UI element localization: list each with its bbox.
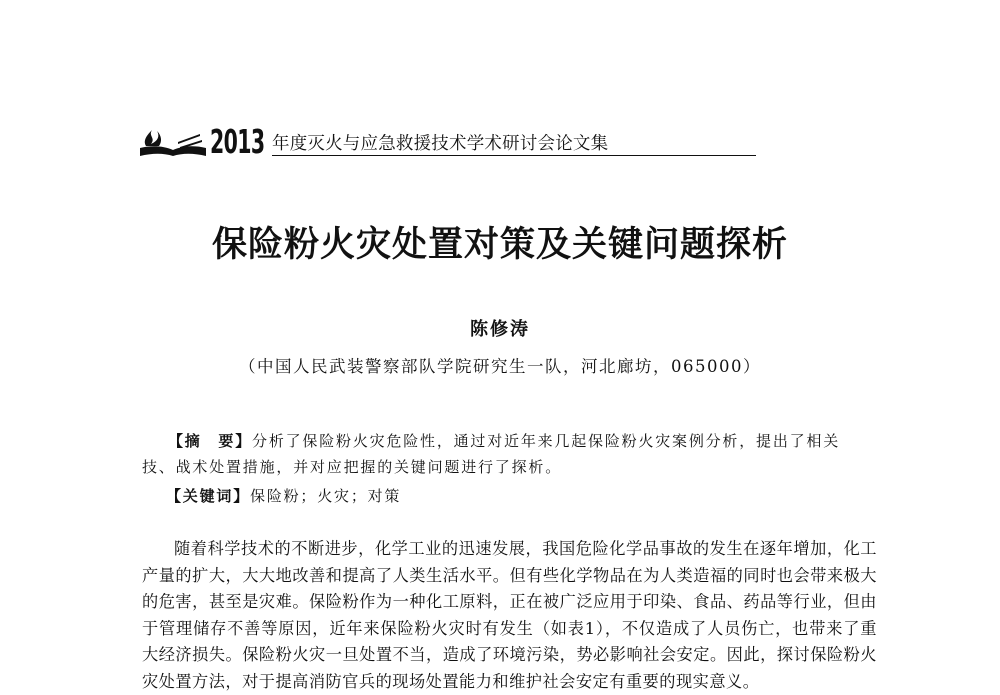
abstract — [142, 428, 872, 480]
paper-author: 陈修涛 — [470, 319, 530, 340]
author-affiliation: （中国人民武装警察部队学院研究生一队，河北廊坊，065000） — [239, 357, 761, 376]
header-underline — [272, 155, 756, 156]
abstract-text: 分析了保险粉火灾危险性，通过对近年来几起保险粉火灾案例分析，提出了相关技、战术处置措施，并对应把握的关键问题进行了探析。 — [142, 432, 841, 476]
body-paragraph-text: 随着科学技术的不断进步，化学工业的迅速发展，我国危险化学品事故的发生在逐年增加，化工产量的扩大，大大地改善和提高了人类生活水平。但有些化学物品在为人类造福的同时也会带来极大的危害，甚至是灾难。保险粉作为一种化工原料，正在被广泛应用于印染、食品、药品等行业，但由于管理储存不善等原因，近年来保险粉火灾时有发生（如表1），不仅造成了人员伤亡，也带来了重大经济损失。保险粉火灾一旦处置不当，造成了环境污染，势必影响社会安定。因此，探讨保险粉火灾处置方法，对于提高消防官兵的现场处置能力和维护社会安定有重要的现实意义。 — [142, 539, 877, 691]
body-paragraph — [142, 536, 877, 695]
conference-year: 2013 — [210, 122, 265, 161]
keywords-label: 【关键词】 — [166, 487, 251, 505]
keywords-text: 保险粉；火灾；对策 — [250, 487, 402, 505]
keywords — [166, 483, 866, 509]
paper-title: 保险粉火灾处置对策及关键问题探析 — [211, 224, 788, 265]
conference-header — [138, 124, 618, 160]
conference-name: 年度灭火与应急救援技术学术研讨会论文集 — [272, 134, 609, 154]
abstract-label: 【摘 要】 — [168, 432, 253, 450]
conference-logo-icon — [138, 128, 208, 158]
